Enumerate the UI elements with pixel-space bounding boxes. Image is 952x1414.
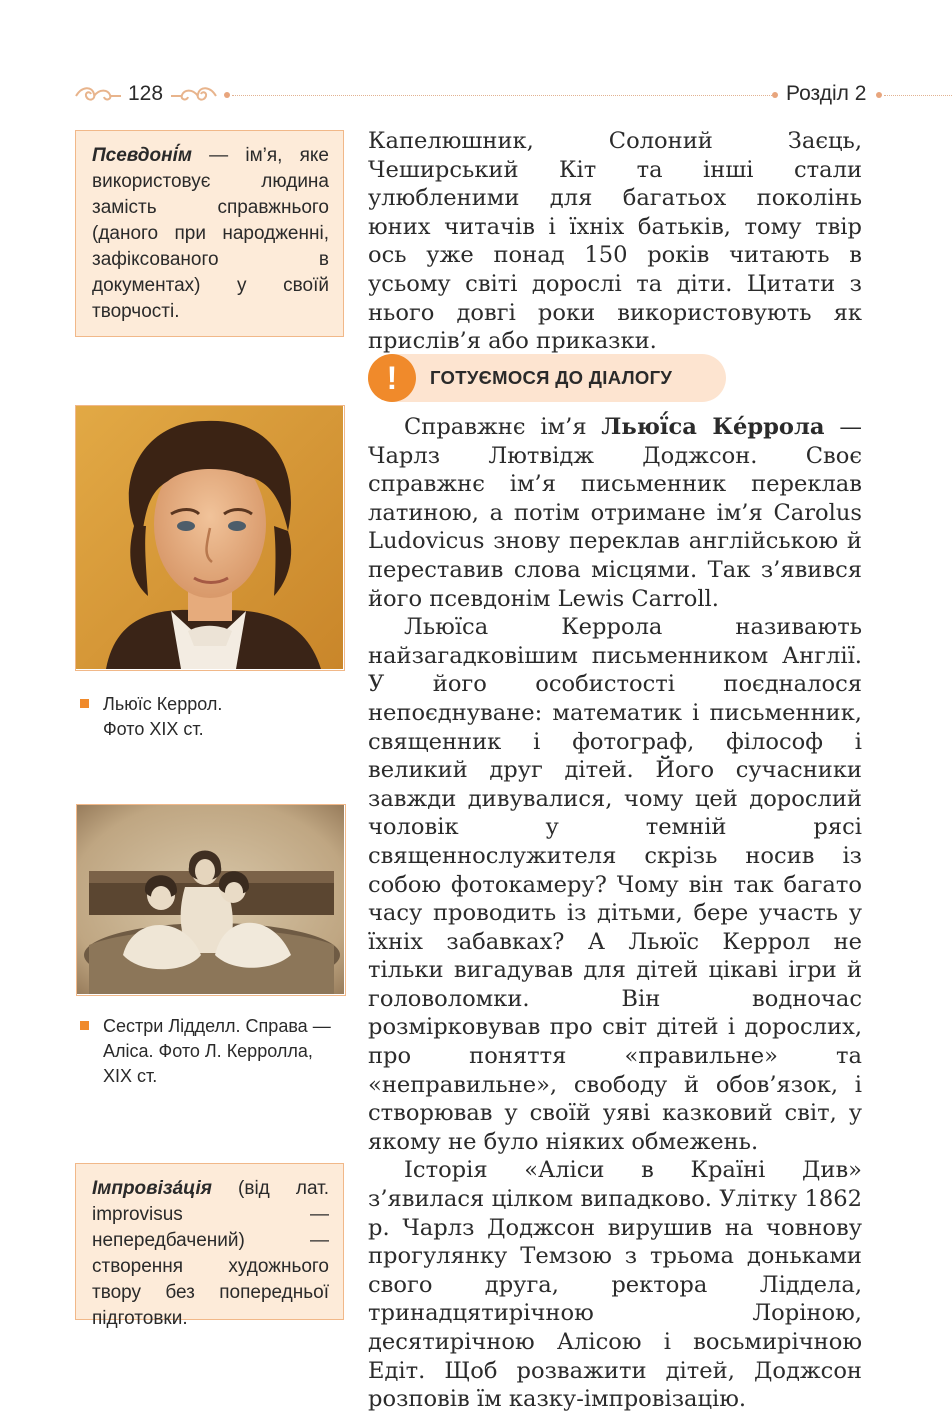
intro-paragraph: Капелюшник, Солоний Заєць, Чеширський Кіт та інші стали улюбленими для багатьох поколінь юних читачів і їхніх батьків, тому твір ось уже понад 150 років читають в усьому світі дорослі та діти. Цитати з нього довгі роки використовують як прислів’я або приказки. — [368, 128, 862, 355]
right-flourish-icon — [170, 84, 218, 106]
caption-line: XIX ст. — [103, 1066, 158, 1086]
portrait-photo — [75, 405, 345, 671]
caption-line: Фото XIX ст. — [103, 719, 204, 739]
definition-box-pseudonym — [75, 130, 344, 337]
header-rule — [232, 95, 774, 96]
caption-bullet — [80, 699, 89, 708]
caption-line: Сестри Лідделл. Справа — — [103, 1016, 331, 1036]
header-rule — [884, 95, 952, 96]
definition-text: (від лат. improvisus — непередбачений) — створення художнього твору без попередньої підготовки. — [92, 1178, 329, 1329]
dialog-title: ГОТУЄМОСЯ ДО ДІАЛОГУ — [430, 367, 673, 388]
definition-text: — ім’я, яке використовує людина замість справжнього (даного при народженні, зафіксованого в документах) у своїй творчості. — [92, 145, 329, 322]
header-dot — [772, 92, 778, 98]
header-dot — [224, 92, 230, 98]
page-number: 128 — [128, 82, 164, 105]
paragraph-real-name — [368, 413, 862, 613]
exclamation-icon: ! — [368, 354, 416, 402]
left-flourish-icon — [74, 84, 122, 106]
liddell-sisters-photo — [76, 804, 346, 996]
caption-bullet — [80, 1021, 89, 1030]
portrait-image — [76, 406, 343, 669]
sisters-image — [77, 805, 344, 994]
sisters-caption — [80, 1014, 352, 1089]
article-body — [368, 413, 862, 1414]
portrait-caption — [80, 692, 352, 742]
author-name: Льюї́са Ке́ррола — [601, 414, 825, 440]
paragraph-text: — Чарлз Лютвідж Доджсон. Своє справжнє ім’я письменник переклав латиною, а потім отримане ім’я Carolus Ludovicus знову переклав англійською й переставив слова місцями. Так з’явився його псевдонім Lewis Carroll. — [368, 414, 862, 612]
definition-box-improvisation — [75, 1163, 344, 1329]
header-dot — [876, 92, 882, 98]
definition-term: Псевдоні́м — [92, 145, 192, 166]
caption-line: Льюїс Керрол. — [103, 694, 223, 714]
caption-line: Аліса. Фото Л. Керролла, — [103, 1041, 313, 1061]
paragraph-text: Справжнє ім’я — [404, 414, 602, 440]
paragraph-mysterious: Льюїса Керрола називають найзагадковішим письменником Англії. У його особистості поєдналося непоєднуване: математик і письменник, священник і фотограф, філософ і великий друг дітей. Його сучасники завжди дивувалися, чому цей дорослий чоловік у темній рясі священнослужителя скрізь носив із собою фотокамеру? Чому він так багато часу проводить із дітьми, бере участь у їхніх забавках? А Льюїс Керрол не тільки вигадував для дітей цікаві ігри й головоломки. Він водночас розмірковував про світ дітей і дорослих, про поняття «правильне» та «неправильне», свободу й обов’язок, і створював у своїй уяві казковий світ, у якому не було ніяких обмежень. — [368, 614, 862, 1155]
page-header — [0, 82, 952, 110]
paragraph-history: Історія «Аліси в Країні Див» з’явилася цілком випадково. Улітку 1862 р. Чарлз Доджсон вирушив на човнову прогулянку Темзою з трьома доньками свого друга, ректора Ліддела, тринадцятирічною Лоріною, десятирічною Алісою і восьмирічною Едіт. Щоб розважити дітей, Доджсон розповів їм казку-імпровізацію. — [368, 1157, 862, 1413]
intro-paragraph-block — [368, 127, 862, 356]
section-label: Розділ 2 — [786, 82, 867, 105]
definition-term: Імпровіза́ція — [92, 1178, 212, 1199]
dialog-banner — [368, 354, 726, 402]
